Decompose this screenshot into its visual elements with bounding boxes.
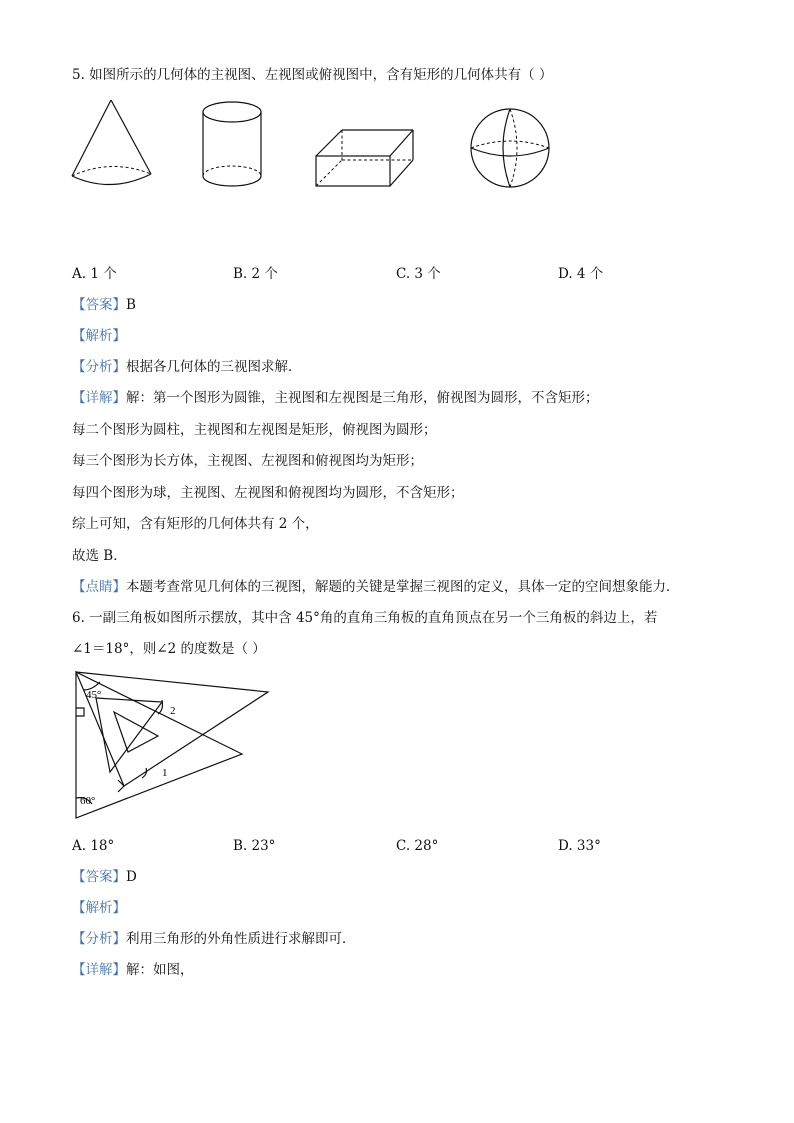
q6-stem-1: 6. 一副三角板如图所示摆放，其中含 45°角的直角三角板的直角顶点在另一个三角板的斜边上，若 bbox=[72, 610, 658, 626]
answer-tag: 【答案】 bbox=[72, 869, 126, 885]
detail-text: 解：如图， bbox=[126, 962, 194, 978]
q6-option-c[interactable]: C. 28° bbox=[396, 838, 439, 854]
q6-option-a[interactable]: A. 18° bbox=[72, 838, 115, 854]
fenxi-text: 根据各几何体的三视图求解． bbox=[126, 359, 302, 375]
q5-detail-2: 每二个图形为圆柱，主视图和左视图是矩形，俯视图为圆形； bbox=[72, 422, 437, 438]
q5-option-c[interactable]: C. 3 个 bbox=[396, 266, 441, 282]
q6-option-d[interactable]: D. 33° bbox=[558, 838, 601, 854]
q5-option-b[interactable]: B. 2 个 bbox=[233, 266, 278, 282]
cylinder-figure bbox=[200, 96, 270, 196]
sphere-figure bbox=[466, 106, 556, 196]
detail-text: 解：第一个图形为圆锥，主视图和左视图是三角形，俯视图为圆形，不含矩形； bbox=[126, 390, 599, 406]
cuboid-figure bbox=[312, 126, 422, 196]
label-1: 1 bbox=[162, 767, 168, 779]
label-60: 60° bbox=[80, 795, 96, 807]
q5-option-d[interactable]: D. 4 个 bbox=[558, 266, 604, 282]
fenxi-tag: 【分析】 bbox=[72, 931, 126, 947]
q5-analysis-tag: 【解析】 bbox=[72, 328, 126, 344]
q5-detail-3: 每三个图形为长方体，主视图、左视图和俯视图均为矩形； bbox=[72, 453, 423, 469]
q5-detail-1 bbox=[72, 389, 599, 407]
q6-fenxi bbox=[72, 930, 356, 948]
comment-tag: 【点睛】 bbox=[72, 579, 126, 595]
q6-detail-1 bbox=[72, 961, 194, 979]
fenxi-text: 利用三角形的外角性质进行求解即可． bbox=[126, 931, 356, 947]
q5-stem: 5. 如图所示的几何体的主视图、左视图或俯视图中，含有矩形的几何体共有（ ） bbox=[72, 67, 553, 83]
q5-option-a[interactable]: A. 1 个 bbox=[72, 266, 117, 282]
q6-analysis-tag: 【解析】 bbox=[72, 900, 126, 916]
q5-detail-6: 故选 B． bbox=[72, 548, 127, 564]
detail-tag: 【详解】 bbox=[72, 962, 126, 978]
q5-answer bbox=[72, 296, 136, 314]
q6-stem-2: ∠1＝18°，则∠2 的度数是（ ） bbox=[72, 641, 266, 657]
triangle-boards-figure bbox=[66, 668, 276, 828]
q5-fenxi bbox=[72, 358, 302, 376]
detail-tag: 【详解】 bbox=[72, 390, 126, 406]
fenxi-tag: 【分析】 bbox=[72, 359, 126, 375]
label-45: 45° bbox=[86, 689, 102, 701]
q5-detail-5: 综上可知，含有矩形的几何体共有 2 个， bbox=[72, 516, 319, 532]
label-2: 2 bbox=[170, 705, 176, 717]
answer-value: B bbox=[126, 297, 136, 313]
answer-tag: 【答案】 bbox=[72, 297, 126, 313]
comment-text: 本题考查常见几何体的三视图，解题的关键是掌握三视图的定义，具体一定的空间想象能力． bbox=[126, 579, 680, 595]
q5-detail-4: 每四个图形为球，主视图、左视图和俯视图均为圆形，不含矩形； bbox=[72, 485, 464, 501]
q6-option-b[interactable]: B. 23° bbox=[233, 838, 276, 854]
answer-value: D bbox=[126, 869, 137, 885]
q5-comment bbox=[72, 578, 680, 596]
q6-answer bbox=[72, 868, 137, 886]
cone-figure bbox=[66, 96, 156, 206]
